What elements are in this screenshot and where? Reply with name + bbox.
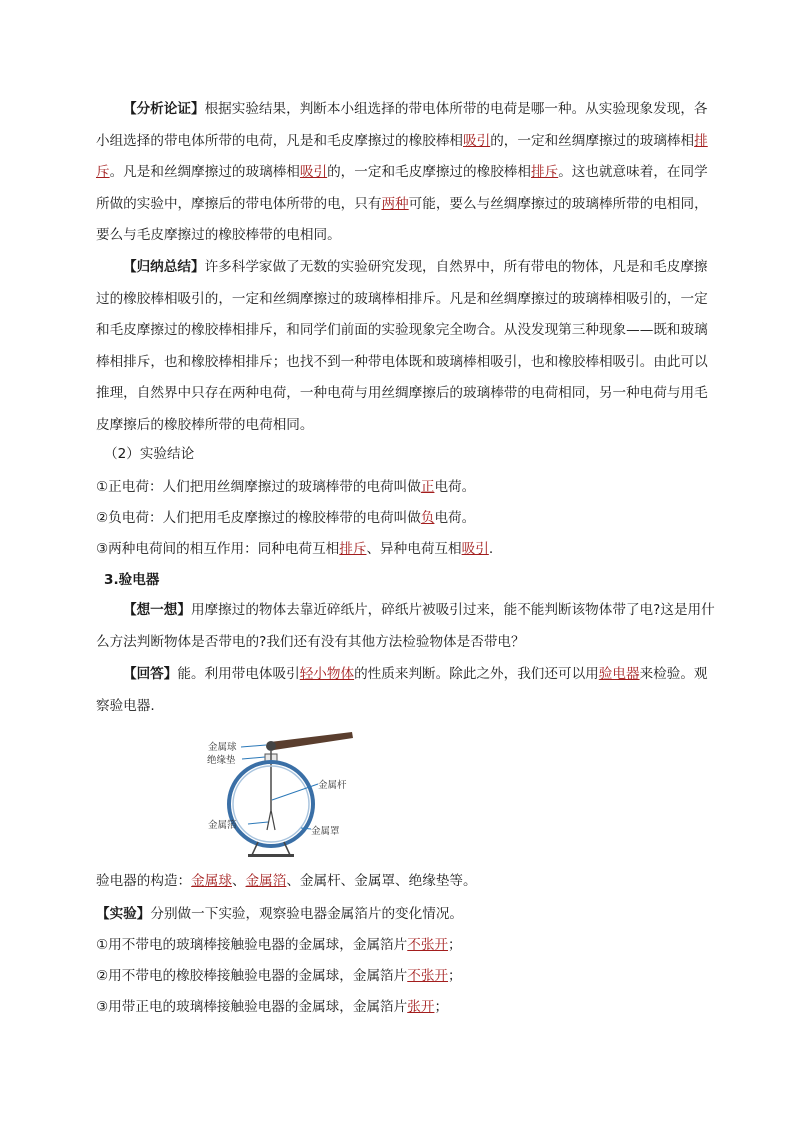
answer-blank: 轻小物体	[299, 666, 355, 682]
label-metal-rod: 金属杆	[318, 780, 347, 791]
label-metal-ball: 金属球	[208, 742, 237, 753]
charged-rod-icon	[270, 732, 353, 750]
think-label: 【想一想】	[123, 602, 191, 618]
answer-blank: 验电器	[598, 666, 640, 682]
label-insulating-pad: 绝缘垫	[207, 755, 236, 766]
experiment-line: 【实验】分别做一下实验，观察验电器金属箔片的变化情况。	[96, 906, 464, 922]
label-metal-cover: 金属罩	[311, 826, 340, 837]
analysis-label: 【分析论证】	[123, 101, 205, 117]
section-heading: 3.验电器	[104, 572, 160, 588]
structure-line: 验电器的构造：金属球、金属箔、金属杆、金属罩、绝缘垫等。	[96, 873, 477, 889]
summary-label: 【归纳总结】	[123, 259, 205, 275]
experiment-label: 【实验】	[96, 906, 151, 922]
think-paragraph: 【想一想】用摩擦过的物体去靠近碎纸片，碎纸片被吸引过来，能不能判断该物体带了电?这是用什么方法判断物体是否带电的?我们还有没有其他方法检验物体是否带电？	[96, 602, 715, 650]
answer-blank: 吸引	[461, 541, 489, 557]
answer-blank: 不张开	[407, 968, 449, 984]
conclusion-heading: （2）实验结论	[104, 446, 195, 462]
conclusion-item-2: ②负电荷：人们把用毛皮摩擦过的橡胶棒带的电荷叫做负电荷。	[96, 510, 476, 526]
electroscope-figure	[200, 730, 360, 860]
conclusion-item-1: ①正电荷：人们把用丝绸摩擦过的玻璃棒带的电荷叫做正电荷。	[96, 479, 476, 495]
answer-blank: 排斥	[531, 164, 559, 180]
answer-blank: 不张开	[407, 937, 449, 953]
conclusion-item-3: ③两种电荷间的相互作用：同种电荷互相排斥、异种电荷互相吸引.	[96, 541, 494, 557]
metal-foil-icon	[267, 810, 271, 830]
answer-paragraph: 【回答】能。利用带电体吸引轻小物体的性质来判断。除此之外，我们还可以用验电器来检验。观察验电器.	[96, 666, 708, 714]
experiment-item-3: ③用带正电的玻璃棒接触验电器的金属球，金属箔片张开；	[96, 999, 449, 1015]
answer-blank: 负	[420, 510, 435, 526]
metal-ball-icon	[266, 741, 276, 751]
answer-blank: 金属箔	[245, 873, 287, 889]
answer-blank: 金属球	[191, 873, 232, 889]
analysis-paragraph: 【分析论证】根据实验结果，判断本小组选择的带电体所带的电荷是哪一种。从实验现象发现，各小组选择的带电体所带的电荷，凡是和毛皮摩擦过的橡胶棒相吸引的，一定和丝绸摩擦过的玻璃棒相排斥。凡是和丝绸摩擦过的玻璃棒相吸引的，一定和毛皮摩擦过的橡胶棒相排斥。这也就意味着，在同学所做的实验中，摩擦后的带电体所带的电，只有两种可能，要么与丝绸摩擦过的玻璃棒所带的电相同，要么与毛皮摩擦过的橡胶棒带的电相同。	[96, 101, 708, 243]
answer-blank: 吸引	[299, 164, 328, 180]
answer-blank: 吸引	[463, 132, 491, 149]
stand-base	[248, 854, 294, 857]
answer-label: 【回答】	[123, 666, 178, 682]
answer-blank: 排斥	[339, 541, 367, 557]
label-metal-foil: 金属箔	[208, 820, 237, 831]
answer-blank: 排斥	[96, 132, 708, 180]
answer-blank: 两种	[381, 195, 409, 212]
summary-paragraph: 【归纳总结】许多科学家做了无数的实验研究发现，自然界中，所有带电的物体，凡是和毛皮摩擦过的橡胶棒相吸引的，一定和丝绸摩擦过的玻璃棒相排斥。凡是和丝绸摩擦过的玻璃棒相吸引的，一定和毛皮摩擦过的橡胶棒相排斥，和同学们前面的实验现象完全吻合。从没发现第三种现象——既和玻璃棒相排斥，也和橡胶棒相排斥；也找不到一种带电体既和玻璃棒相吸引，也和橡胶棒相吸引。由此可以推理，自然界中只存在两种电荷，一种电荷与用丝绸摩擦后的玻璃棒带的电荷相同，另一种电荷与用毛皮摩擦后的橡胶棒所带的电荷相同。	[96, 259, 708, 433]
answer-blank: 张开	[407, 999, 435, 1015]
experiment-item-1: ①用不带电的玻璃棒接触验电器的金属球，金属箔片不张开；	[96, 937, 462, 953]
experiment-item-2: ②用不带电的橡胶棒接触验电器的金属球，金属箔片不张开；	[96, 968, 462, 984]
answer-blank: 正	[420, 479, 435, 495]
